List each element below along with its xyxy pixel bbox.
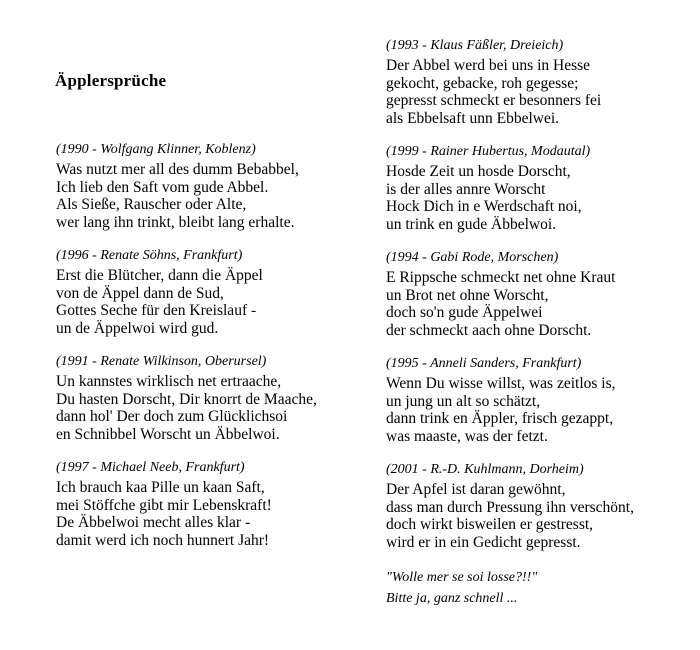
poem-line: der schmeckt aach ohne Dorscht. — [386, 321, 592, 339]
poem-line: damit werd ich noch hunnert Jahr! — [56, 531, 270, 549]
poem-line: Hosde Zeit un hosde Dorscht, — [386, 163, 571, 180]
poem-line: Als Sieße, Rauscher oder Alte, — [56, 196, 247, 213]
poem-attribution: (2001 - R.-D. Kuhlmann, Dorheim) — [386, 462, 584, 477]
poem-line: Hock Dich in e Werdschaft noi, — [386, 198, 582, 215]
poem-line: un de Äppelwoi wird gud. — [56, 319, 219, 337]
poem-line: wer lang ihn trinkt, bleibt lang erhalte. — [56, 213, 295, 231]
closing-remark — [386, 567, 700, 609]
poem-line: gekocht, gebacke, roh gegesse; — [386, 74, 579, 92]
closing-answer: Bitte ja, ganz schnell ... — [386, 591, 518, 606]
poem-line: en Schnibbel Worscht un Äbbelwoi. — [56, 425, 280, 443]
poem-line: Ich brauch kaa Pille un kaan Saft, — [56, 479, 265, 496]
poem-line: was maaste, was der fetzt. — [386, 427, 548, 445]
poem — [386, 355, 700, 445]
poem-attribution: (1991 - Renate Wilkinson, Oberursel) — [56, 354, 267, 369]
poem-line: Wenn Du wisse willst, was zeitlos is, — [386, 375, 616, 392]
poem-line: un Brot net ohne Worscht, — [386, 286, 549, 304]
poem-attribution: (1995 - Anneli Sanders, Frankfurt) — [386, 356, 582, 371]
poem-attribution: (1997 - Michael Neeb, Frankfurt) — [56, 460, 245, 475]
poem-attribution: (1990 - Wolfgang Klinner, Koblenz) — [56, 142, 256, 157]
poem — [56, 247, 386, 337]
poem — [56, 353, 386, 443]
poem-line: als Ebbelsaft unn Ebbelwei. — [386, 109, 560, 127]
closing-quote: "Wolle mer se soi losse?!!" — [386, 570, 538, 585]
poem — [386, 143, 700, 233]
poem-line: un trink en gude Äbbelwoi. — [386, 215, 557, 233]
poem-line: mei Stöffche gibt mir Lebenskraft! — [56, 496, 272, 514]
poem-attribution: (1993 - Klaus Fäßler, Dreieich) — [386, 38, 564, 53]
poem — [386, 37, 700, 127]
poem — [386, 461, 700, 551]
poem-line: dann hol' Der doch zum Glücklichsoi — [56, 408, 288, 425]
poem-attribution: (1999 - Rainer Hubertus, Modautal) — [386, 144, 591, 159]
poem-line: doch so'n gude Äppelwei — [386, 304, 543, 321]
page-title: Äpplersprüche — [55, 71, 167, 90]
poem-line: Ich lieb den Saft vom gude Abbel. — [56, 178, 269, 196]
right-column — [386, 37, 700, 609]
poem-line: Gottes Seche für den Kreislauf - — [56, 302, 257, 319]
poem-line: Erst die Blütcher, dann die Äppel — [56, 267, 263, 284]
poem-line: un jung un alt so schätzt, — [386, 392, 541, 410]
poem — [386, 249, 700, 339]
poem-line: Was nutzt mer all des dumm Bebabbel, — [56, 161, 299, 178]
left-column — [56, 141, 386, 565]
poem-attribution: (1994 - Gabi Rode, Morschen) — [386, 250, 559, 265]
poem-line: E Rippsche schmeckt net ohne Kraut — [386, 269, 616, 286]
poem — [56, 459, 386, 549]
poem-line: Der Abbel werd bei uns in Hesse — [386, 57, 591, 74]
poem — [56, 141, 386, 231]
poem-attribution: (1996 - Renate Söhns, Frankfurt) — [56, 248, 243, 263]
poem-line: Der Apfel ist daran gewöhnt, — [386, 481, 566, 498]
poem-line: von de Äppel dann de Sud, — [56, 284, 224, 302]
poem-line: Un kannstes wirklisch net ertraache, — [56, 373, 282, 390]
poem-line: wird er in ein Gedicht gepresst. — [386, 533, 581, 551]
poem-line: Du hasten Dorscht, Dir knorrt de Maache, — [56, 390, 317, 408]
poem-line: is der alles annre Worscht — [386, 180, 546, 198]
poem-line: doch wirkt bisweilen er gestresst, — [386, 516, 594, 533]
poem-line: De Äbbelwoi mecht alles klar - — [56, 514, 251, 531]
poem-line: gepresst schmeckt er besonners fei — [386, 92, 602, 109]
poem-line: dann trink en Äppler, frisch gezappt, — [386, 410, 614, 427]
poem-line: dass man durch Pressung ihn verschönt, — [386, 498, 634, 516]
